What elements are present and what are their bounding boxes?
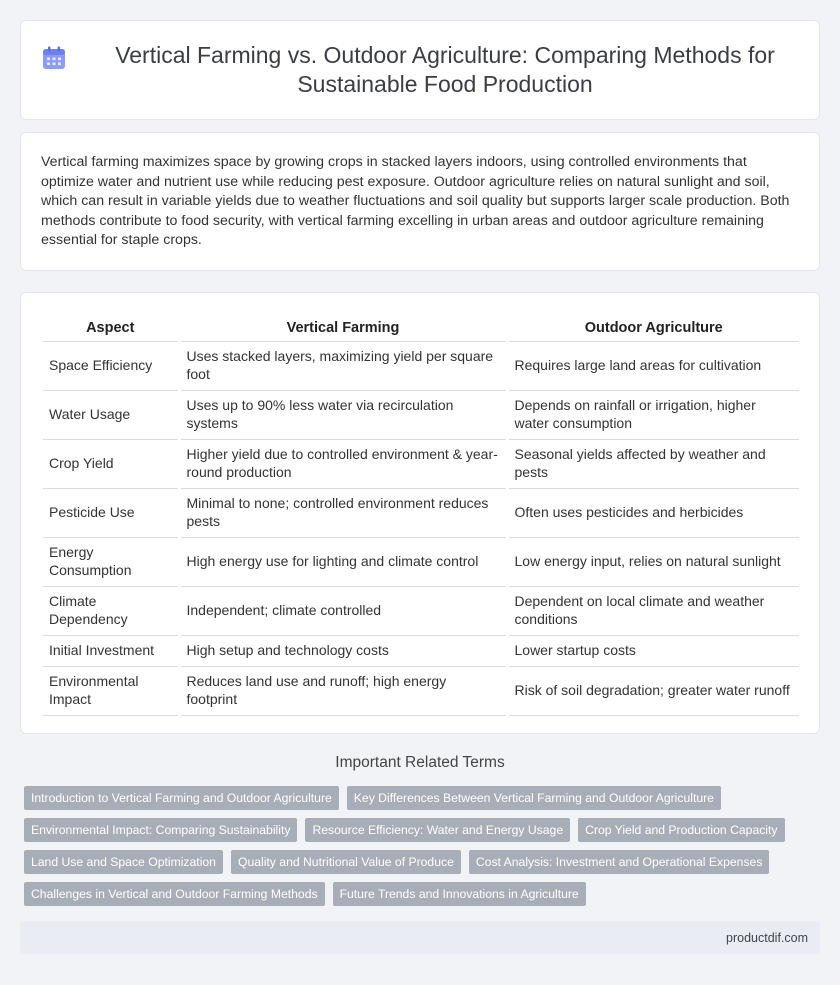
related-term-tag[interactable]: Key Differences Between Vertical Farming and Outdoor Agriculture [347, 786, 721, 810]
header-card [20, 20, 820, 120]
table-header-row [43, 311, 799, 341]
related-term-tag[interactable]: Crop Yield and Production Capacity [578, 818, 784, 842]
calendar-icon [41, 45, 67, 71]
related-term-tag[interactable]: Quality and Nutritional Value of Produce [231, 850, 461, 874]
cell-outdoor: Low energy input, relies on natural sunlight [507, 537, 799, 586]
cell-vertical: Uses stacked layers, maximizing yield per square foot [179, 341, 507, 390]
title-wrap [21, 41, 819, 99]
cell-aspect: Climate Dependency [43, 586, 179, 635]
tag-row [24, 850, 820, 874]
tag-row [24, 818, 820, 842]
intro-card [20, 132, 820, 271]
related-term-tag[interactable]: Cost Analysis: Investment and Operational Expenses [469, 850, 770, 874]
related-term-tag[interactable]: Future Trends and Innovations in Agriculture [333, 882, 586, 906]
related-term-tag[interactable]: Environmental Impact: Comparing Sustainability [24, 818, 297, 842]
cell-outdoor: Dependent on local climate and weather conditions [507, 586, 799, 635]
table-row [43, 341, 799, 390]
related-term-tag[interactable]: Land Use and Space Optimization [24, 850, 223, 874]
header-aspect: Aspect [43, 311, 179, 341]
table-row [43, 635, 799, 666]
table-row [43, 586, 799, 635]
cell-vertical: Uses up to 90% less water via recirculation systems [179, 390, 507, 439]
tag-row [24, 786, 820, 810]
table-row [43, 537, 799, 586]
cell-outdoor: Requires large land areas for cultivation [507, 341, 799, 390]
cell-vertical: Independent; climate controlled [179, 586, 507, 635]
cell-aspect: Crop Yield [43, 439, 179, 488]
footer [20, 921, 820, 954]
header-vertical-farming: Vertical Farming [179, 311, 507, 341]
cell-vertical: High energy use for lighting and climate control [179, 537, 507, 586]
comparison-table [43, 311, 799, 716]
cell-aspect: Pesticide Use [43, 488, 179, 537]
comparison-table-card [20, 292, 820, 734]
cell-aspect: Environmental Impact [43, 666, 179, 715]
cell-aspect: Space Efficiency [43, 341, 179, 390]
related-term-tag[interactable]: Introduction to Vertical Farming and Outdoor Agriculture [24, 786, 339, 810]
cell-outdoor: Depends on rainfall or irrigation, higher water consumption [507, 390, 799, 439]
intro-text: Vertical farming maximizes space by growing crops in stacked layers indoors, using controlled environments that optimize water and nutrient use while reducing pest exposure. Outdoor agriculture relies on natural sunlight and soil, which can result in variable yields due to weather fluctuations and soil quality but supports larger scale production. Both methods contribute to food security, with vertical farming excelling in urban areas and outdoor agriculture remaining essential for staple crops. [41, 154, 790, 249]
table-row [43, 390, 799, 439]
cell-vertical: High setup and technology costs [179, 635, 507, 666]
cell-aspect: Initial Investment [43, 635, 179, 666]
cell-vertical: Minimal to none; controlled environment reduces pests [179, 488, 507, 537]
cell-outdoor: Often uses pesticides and herbicides [507, 488, 799, 537]
footer-site-link[interactable]: productdif.com [726, 930, 808, 945]
related-term-tag[interactable]: Challenges in Vertical and Outdoor Farming Methods [24, 882, 325, 906]
cell-vertical: Reduces land use and runoff; high energy footprint [179, 666, 507, 715]
table-row [43, 439, 799, 488]
cell-vertical: Higher yield due to controlled environment & year-round production [179, 439, 507, 488]
table-row [43, 666, 799, 715]
related-terms-title: Important Related Terms [335, 754, 505, 771]
tag-row [24, 882, 820, 906]
table-row [43, 488, 799, 537]
cell-aspect: Water Usage [43, 390, 179, 439]
header-outdoor-agriculture: Outdoor Agriculture [507, 311, 799, 341]
cell-outdoor: Lower startup costs [507, 635, 799, 666]
cell-outdoor: Risk of soil degradation; greater water runoff [507, 666, 799, 715]
related-terms-tags [24, 786, 820, 914]
related-term-tag[interactable]: Resource Efficiency: Water and Energy Usage [305, 818, 570, 842]
cell-outdoor: Seasonal yields affected by weather and pests [507, 439, 799, 488]
page-title: Vertical Farming vs. Outdoor Agriculture: Comparing Methods for Sustainable Food Production [115, 42, 775, 97]
cell-aspect: Energy Consumption [43, 537, 179, 586]
